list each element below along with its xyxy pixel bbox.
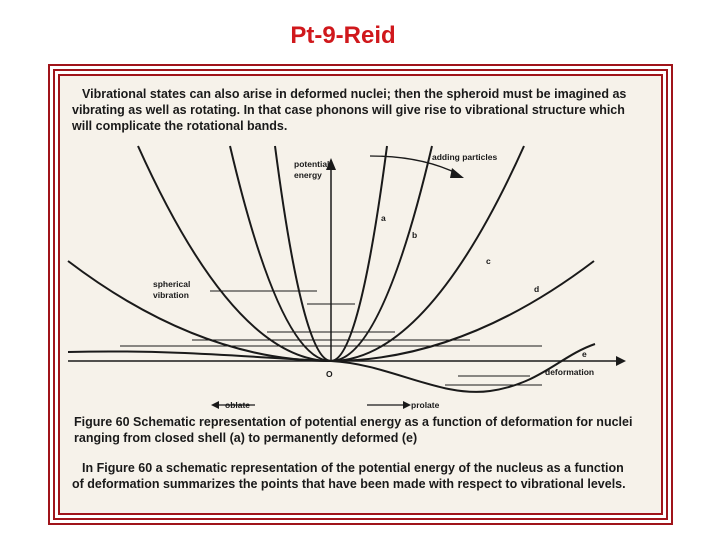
body-paragraph: In Figure 60 a schematic representation of the potential energy of the nucleus as a function of deformation summarizes the points that have been made with respect to vibrational levels.	[72, 461, 626, 491]
oblate-label: oblate	[225, 400, 251, 410]
figure-caption: Figure 60 Schematic representation of potential energy as a function of deformation for nuclei ranging from closed shell (a) to permanently deformed (e)	[74, 415, 633, 445]
x-axis-arrow	[616, 356, 626, 366]
adding-particles-arrowhead	[450, 168, 464, 178]
intro-paragraph: Vibrational states can also arise in deformed nuclei; then the spheroid must be imagined as vibrating as well as rotating. In that case phonons will give rise to vibrational structure which will complicate the rotational bands.	[72, 87, 627, 133]
x-axis-label: deformation	[545, 367, 595, 377]
y-axis-label-potential: potential	[294, 159, 330, 169]
curve-label-b: b	[412, 230, 418, 240]
oblate-arrowhead	[211, 401, 219, 409]
spherical-label-line2: vibration	[153, 290, 189, 300]
spherical-label-line1: spherical	[153, 279, 191, 289]
curve-label-a: a	[381, 213, 386, 223]
page-content	[60, 76, 661, 513]
potential-energy-figure	[60, 76, 663, 515]
image-frame	[48, 64, 673, 525]
origin-label: O	[326, 369, 333, 379]
adding-particles-label: adding particles	[432, 152, 498, 162]
slide-title: Pt-9-Reid	[290, 22, 396, 49]
y-axis-label-energy: energy	[294, 170, 322, 180]
image-frame-middle	[53, 69, 668, 520]
prolate-label: prolate	[411, 400, 440, 410]
scanned-page	[58, 74, 663, 515]
curve-label-c: c	[486, 256, 491, 266]
curve-label-d: d	[534, 284, 540, 294]
prolate-arrowhead	[403, 401, 411, 409]
curve-label-e: e	[582, 349, 587, 359]
